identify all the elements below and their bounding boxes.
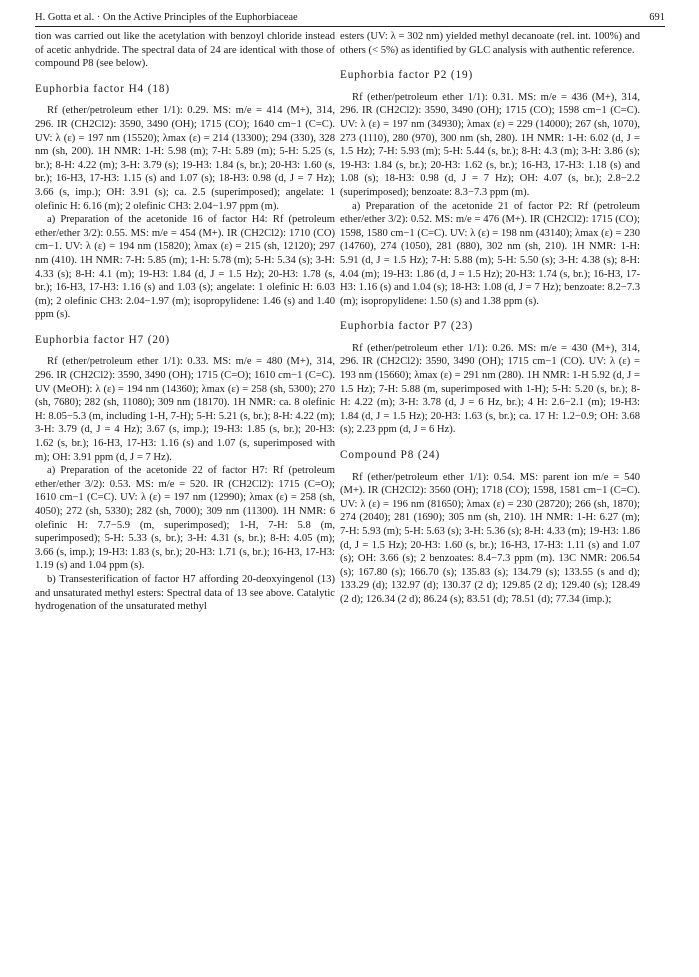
section-heading: Euphorbia factor P7 (23)	[340, 320, 474, 333]
paragraph: Rf (ether/petroleum ether 1/1): 0.29. MS: m/e = 414 (M+), 314, 296. IR (CH2Cl2): 3590, 3490 (OH); 1715 (CO); 1640 cm−1 (C=C). UV: λ (ε) = 197 nm (15520); λmax (ε) = 214 (13300); 294 (330), 328 nm (sh, 200). 1H NMR: 1-H: 5.98 (m); 7-H: 5.89 (m); 5-H: 5.25 (s, br.); 8-H: 4.22 (m); 3-H: 3.79 (s); 19-H3: 1.84 (s, br.); 20-H3: 1.60 (s, br.); 16-H3, 17-H3: 1.15 (s) and 1.07 (s); 18-H3: 0.98 (d, J = 7 Hz); 3.66 (s, imp.); OH: 3.91 (s); ca. 2.5 (superimposed); angelate: 1 olefinic H: 6.16 (m); 2 olefinic CH3: 2.04−1.97 ppm (m).	[35, 105, 335, 212]
paragraph: Rf (ether/petroleum ether 1/1): 0.26. MS: m/e = 430 (M+), 314, 296. IR (CH2Cl2): 3590, 3490 (OH); 1715 cm−1 (CO). UV: λ (ε) = 193 nm (15660); λmax (ε) = 291 nm (280). 1H NMR: 1-H 5.92 (d, J = 1.5 Hz); 7-H: 5.88 (m, superimposed with 1-H); 5-H: 5.20 (s, br.); 8-H: 4.22 (m); 3-H: 3.78 (d, J = 6 Hz, br.); 4 H: 2.6−2.1 (m); 19-H3: 1.84 (d, J = 1.5 Hz); 20-H3: 1.63 (s, br.); ca. 17 H: 1.2−0.9; OH: 3.68 (s); 2.23 ppm (d, J = 6 Hz).	[340, 342, 640, 436]
running-title: H. Gotta et al. · On the Active Principles of the Euphorbiaceae	[35, 11, 298, 23]
paragraph: a) Preparation of the acetonide 16 of factor H4: Rf (petroleum ether/ether 3/2): 0.55. MS: m/e = 454 (M+). IR (CH2Cl2): 1710 (CO) cm−1. UV: λ (ε) = 194 nm (15820); λmax (ε) = 215 (sh, 12120); 297 nm (410). 1H NMR: 7-H: 5.85 (m); 1-H: 5.78 (m); 5-H: 5.34 (s); 3-H: 4.33 (s); 8-H: 4.1 (m); 19-H3: 1.84 (d, J = 1.5 Hz); 20-H3: 1.78 (s, br.); 16-H3, 17-H3: 1.16 (s) and 1.03 (s); angelate: 1 olefinic H: 6.03 (m); 2 olefinic CH3: 2.04−1.97 (m); isopropylidene: 1.46 (s) and 1.40 ppm (s).	[35, 214, 335, 321]
section-heading: Euphorbia factor P2 (19)	[340, 69, 474, 82]
header-rule	[35, 26, 665, 27]
running-head	[35, 8, 665, 26]
paragraph: esters (UV: λ = 302 nm) yielded methyl decanoate (rel. int. 100%) and others (< 5%) as identified by GLC analysis with authentic reference.	[340, 31, 640, 56]
paragraph: b) Transesterification of factor H7 affording 20-deoxyingenol (13) and unsaturated methyl esters: Spectral data of 13 see above. Catalytic hydrogenation of the unsaturated methyl	[35, 573, 335, 613]
paragraph: tion was carried out like the acetylation with benzoyl chloride instead of acetic anhydride. The spectral data of 24 are identical with those of compound P8 (see below).	[35, 31, 335, 70]
left-column	[35, 30, 335, 614]
paragraph: Rf (ether/petroleum ether 1/1): 0.33. MS: m/e = 480 (M+), 314, 296. IR (CH2Cl2): 3590, 3490 (OH); 1715 (C=O); 1610 cm−1 (C=C). UV (MeOH): λ (ε) = 194 nm (14360); λmax (ε) = 258 (sh, 5300); 270 (sh, 7680); 282 (sh, 11080); 309 nm (18170). 1H NMR: ca. 8 olefinic H: 8.05−5.3 (m, including 1-H, 7-H); 5-H: 5.21 (s, br.); 8-H: 4.22 (m); 3-H: 3.79 (d, J = 4 Hz); 3.67 (s, imp.); 19-H3: 1.85 (s, br.); 20-H3: 1.62 (s, br.); 16-H3, 17-H3: 1.16 (s) and 1.07 (s, superimposed with m); OH: 3.91 ppm (d, J = 7 Hz).	[35, 356, 335, 463]
paragraph: a) Preparation of the acetonide 21 of factor P2: Rf (petroleum ether/ether 3/2): 0.52. MS: m/e = 476 (M+). IR (CH2Cl2): 1715 (CO); 1598, 1580 cm−1 (C=C). UV: λ (ε) = 198 nm (43140); λmax (ε) = 230 (14760), 274 (1050), 281 (880), 302 nm (sh, 210). 1H NMR: 1-H: 5.91 (d, J = 1.5 Hz); 7-H: 5.88 (m); 5-H: 5.50 (s); 3-H: 4.38 (s); 8-H: 4.04 (m); 19-H3: 1.86 (d, J = 1.5 Hz); 20-H3: 1.74 (s, br.); 16-H3, 17-H3: 1.16 (s) and 1.04 (s); 18-H3: 1.08 (d, J = 7 Hz); benzoate: 8.2−7.3 (m); isopropylidene: 1.50 (s) and 1.38 ppm (s).	[340, 200, 640, 307]
section-heading: Euphorbia factor H7 (20)	[35, 333, 170, 346]
paragraph: Rf (ether/petroleum ether 1/1): 0.31. MS: m/e = 436 (M+), 314, 296. IR (CH2Cl2): 3590, 3490 (OH); 1715 (CO); 1598 cm−1 (C=C). UV: λ (ε) = 197 nm (34930); λmax (ε) = 229 (14000); 267 (sh, 1070), 273 (1110), 280 (970), 300 nm (sh, 280). 1H NMR: 1-H: 6.02 (d, J = 1.5 Hz); 7-H: 5.93 (m); 5-H: 5.44 (s, br.); 8-H: 4.3 (m); 3-H: 3.86 (s); 19-H3: 1.84 (s, br.); 20-H3: 1.62 (s, br.); 16-H3, 17-H3: 1.18 (s) and 1.08 (s); 18-H3: 0.98 (d, J = 7 Hz); OH: 4.07 (s, br.); 2.8−2.2 (superimposed); benzoate: 8.3−7.3 ppm (m).	[340, 91, 640, 198]
section-heading: Euphorbia factor H4 (18)	[35, 82, 170, 95]
paragraph: Rf (ether/petroleum ether 1/1): 0.54. MS: parent ion m/e = 540 (M+). IR (CH2Cl2): 3560 (OH); 1718 (CO); 1598, 1581 cm−1 (C=C). UV: λ (ε) = 196 nm (81650); λmax (ε) = 230 (28720); 266 (sh, 1870); 274 (2040); 281 (1690); 305 nm (sh, 210). 1H NMR: 1-H: 6.27 (m); 7-H: 5.93 (m); 5-H: 5.63 (s); 3-H: 5.36 (s); 8-H: 4.33 (m); 19-H3: 1.86 (d, J = 1.5 Hz); 20-H3: 1.60 (s, br.); 16-H3, 17-H3: 1.11 (s) and 1.07 (s); OH: 3.66 (s); 2 benzoates: 8.4−7.3 ppm (m). 13C NMR: 206.54 (s); 167.80 (s); 166.70 (s); 135.83 (s); 134.79 (s); 133.55 (s and d); 133.29 (d); 132.97 (d); 130.37 (2 d); 129.85 (2 d); 129.40 (s); 128.49 (2 d); 126.34 (2 d); 86.24 (s); 83.51 (d); 78.51 (d); 77.34 (imp.);	[340, 471, 640, 605]
page-number: 691	[649, 11, 665, 23]
right-column	[340, 30, 640, 607]
paragraph: a) Preparation of the acetonide 22 of factor H7: Rf (petroleum ether/ether 3/2): 0.53. MS: m/e = 520. IR (CH2Cl2): 1715 (C=O); 1610 cm−1 (C=C). UV: λ (ε) = 197 nm (12990); λmax (ε) = 258 (sh, 4050); 272 (sh, 5330); 282 (sh, 7000); 309 nm (11300). 1H NMR: 6 olefinic H: 7.7−5.9 (m, superimposed); 1-H, 7-H: 5.8 (m, superimposed); 5-H: 5.33 (s, br.); 3-H: 4.31 (s, br.); 8-H: 4.05 (m); 3.66 (s, imp.); 19-H3: 1.83 (s, br.); 20-H3: 1.71 (s, br.); 16-H3, 17-H3: 1.19 (s) and 1.04 ppm (s).	[35, 465, 335, 572]
section-heading: Compound P8 (24)	[340, 449, 441, 462]
